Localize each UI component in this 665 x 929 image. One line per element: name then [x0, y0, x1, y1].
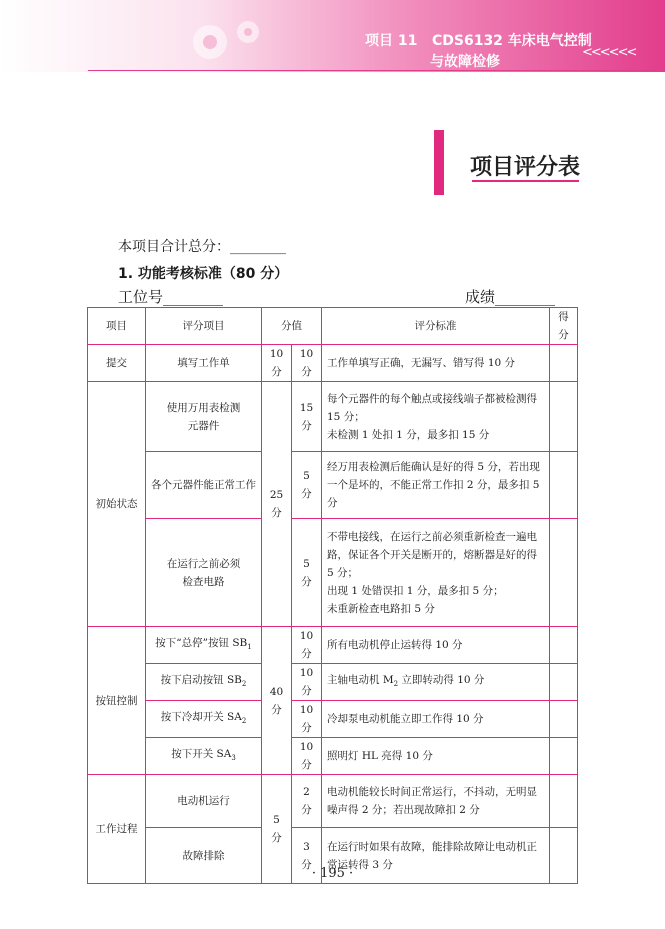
row-criteria: 不带电接线，在运行之前必须重新检查一遍电路，保证各个开关是断开的，熔断器是好的得 5 分； 出现 1 处错误扣 1 分，最多扣 5 分； 未重新检查电路扣 5 分 [322, 519, 550, 627]
row-group-score: 25 分 [262, 382, 292, 627]
row-earned-cell[interactable] [550, 775, 578, 828]
score-table [87, 307, 578, 884]
row-score: 15 分 [292, 382, 322, 452]
total-score-label: 本项目合计总分：________ [118, 239, 286, 255]
row-criteria: 冷却泵电动机能立即工作得 10 分 [322, 701, 550, 738]
row-earned-cell[interactable] [550, 738, 578, 775]
row-item: 初始状态 [88, 382, 146, 627]
row-criteria: 主轴电动机 $M_2$ 立即转动得 10 分 [322, 664, 550, 701]
row-score: 10 分 [292, 627, 322, 664]
row-sub-item: 按下启动按钮 $SB_2$ [146, 664, 262, 701]
row-group-score: 5 分 [262, 775, 292, 884]
table-row [88, 775, 578, 828]
row-sub-item: 电动机运行 [146, 775, 262, 828]
row-criteria: 工作单填写正确，无漏写、错写得 10 分 [322, 345, 550, 382]
row-sub-item: 按下开关 $SA_3$ [146, 738, 262, 775]
header-banner [0, 0, 665, 72]
row-sub-item: 在运行之前必须 检查电路 [146, 519, 262, 627]
row-score: 3 分 [292, 828, 322, 884]
page-title: 项目评分表 [470, 155, 581, 180]
header-title-line2: 与故障检修 [430, 54, 500, 70]
row-criteria: 在运行时如果有故障，能排除故障让电动机正常运转得 3 分 [322, 828, 550, 884]
row-criteria: 照明灯 HL 亮得 10 分 [322, 738, 550, 775]
table-row [88, 382, 578, 452]
table-row [88, 664, 578, 701]
header-score: 分值 [262, 308, 322, 345]
row-score: 5 分 [292, 452, 322, 519]
table-row [88, 345, 578, 382]
row-earned-cell[interactable] [550, 452, 578, 519]
page-number: · 195 · [311, 866, 354, 881]
header-rule [88, 70, 665, 71]
row-earned-cell[interactable] [550, 664, 578, 701]
table-header-row [88, 308, 578, 345]
title-underline [472, 180, 579, 182]
grade-label: 成绩________ [465, 288, 556, 306]
title-accent-bar [434, 130, 444, 195]
row-group-score: 40 分 [262, 627, 292, 775]
row-earned-cell[interactable] [550, 345, 578, 382]
header-criteria: 评分标准 [322, 308, 550, 345]
row-score: 10 分 [292, 664, 322, 701]
header-sub-item: 评分项目 [146, 308, 262, 345]
table-row [88, 452, 578, 519]
row-criteria: 所有电动机停止运转得 10 分 [322, 627, 550, 664]
row-score: 5 分 [292, 519, 322, 627]
row-score: 2 分 [292, 775, 322, 828]
row-earned-cell[interactable] [550, 382, 578, 452]
gear-icon [170, 10, 280, 70]
row-criteria: 每个元器件的每个触点或接线端子都被检测得 15 分； 未检测 1 处扣 1 分，最多扣 15 分 [322, 382, 550, 452]
header-earned: 得分 [550, 308, 578, 345]
row-sub-item: 按下冷却开关 $SA_2$ [146, 701, 262, 738]
chevron-left-icon: <<<<<< [582, 45, 636, 60]
row-group-score: 10 分 [262, 345, 292, 382]
row-item: 提交 [88, 345, 146, 382]
section-heading: 1. 功能考核标准（80 分） [118, 266, 289, 282]
row-score: 10 分 [292, 701, 322, 738]
row-sub-item: 故障排除 [146, 828, 262, 884]
table-row [88, 701, 578, 738]
row-score: 10 分 [292, 345, 322, 382]
table-row [88, 627, 578, 664]
row-item: 按钮控制 [88, 627, 146, 775]
row-criteria: 经万用表检测后能确认是好的得 5 分，若出现一个是坏的，不能正常工作扣 2 分，最多扣 5 分 [322, 452, 550, 519]
row-sub-item: 各个元器件能正常工作 [146, 452, 262, 519]
row-criteria: 电动机能较长时间正常运行，不抖动，无明显噪声得 2 分；若出现故障扣 2 分 [322, 775, 550, 828]
row-item: 工作过程 [88, 775, 146, 884]
row-earned-cell[interactable] [550, 627, 578, 664]
header-title-line1: 项目 11 CDS6132 车床电气控制 [365, 33, 592, 49]
row-earned-cell[interactable] [550, 519, 578, 627]
row-earned-cell[interactable] [550, 701, 578, 738]
table-row [88, 519, 578, 627]
header-item: 项目 [88, 308, 146, 345]
table-row [88, 738, 578, 775]
row-sub-item: 按下“总停”按钮 $SB_1$ [146, 627, 262, 664]
row-score: 10 分 [292, 738, 322, 775]
row-sub-item: 填写工作单 [146, 345, 262, 382]
station-label: 工位号________ [118, 288, 224, 306]
row-sub-item: 使用万用表检测 元器件 [146, 382, 262, 452]
